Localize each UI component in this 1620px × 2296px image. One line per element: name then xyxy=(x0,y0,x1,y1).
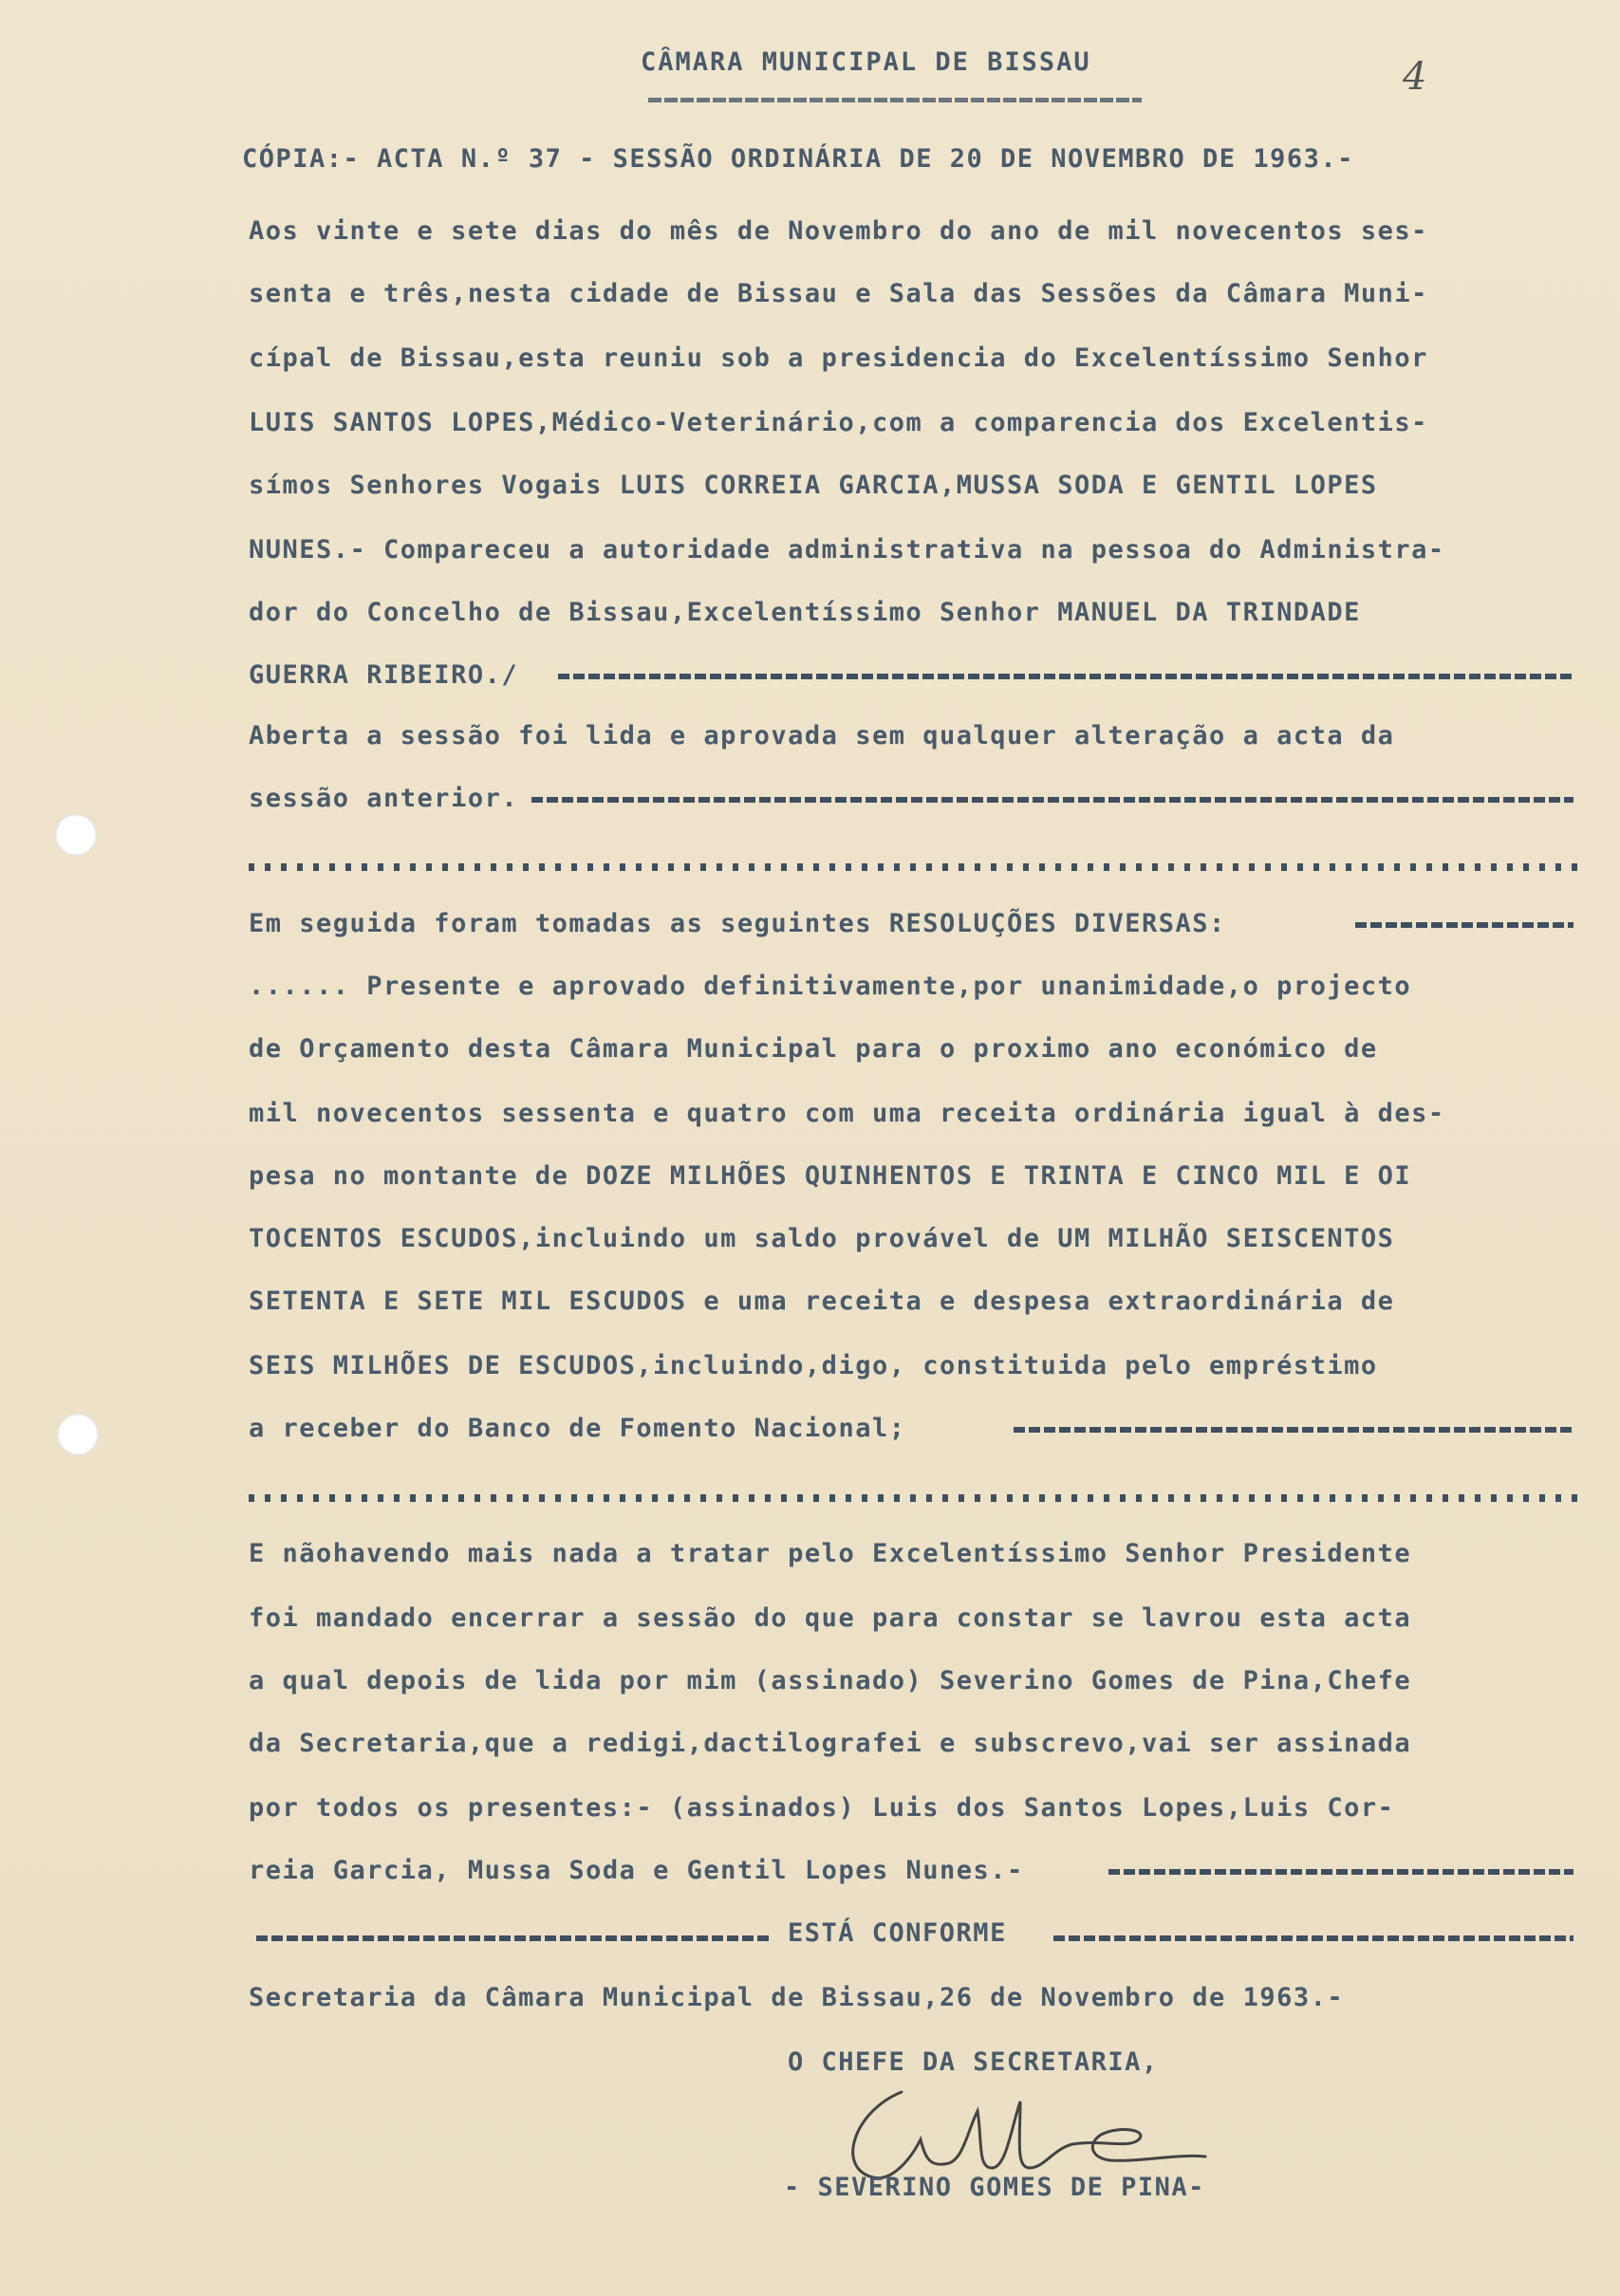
text-line: Aberta a sessão foi lida e aprovada sem qualquer alteração a acta da xyxy=(249,721,1395,750)
text-line: GUERRA RIBEIRO./ xyxy=(249,660,519,690)
text-line: NUNES.- Compareceu a autoridade administrativa na pessoa do Administra- xyxy=(249,535,1445,565)
text-line: mil novecentos sessenta e quatro com uma receita ordinária igual à des- xyxy=(249,1099,1445,1128)
text-line: Secretaria da Câmara Municipal de Bissau,26 de Novembro de 1963.- xyxy=(249,1983,1345,2012)
text-line: cípal de Bissau,esta reuniu sob a presidencia do Excelentíssimo Senhor xyxy=(249,343,1428,373)
text-line: LUIS SANTOS LOPES,Médico-Veterinário,com a comparencia dos Excelentis- xyxy=(249,408,1428,437)
document-header: CÂMARA MUNICIPAL DE BISSAU xyxy=(641,47,1091,77)
text-line: a receber do Banco de Fomento Nacional; xyxy=(249,1414,906,1443)
text-line: por todos os presentes:- (assinados) Luis dos Santos Lopes,Luis Cor- xyxy=(249,1793,1395,1823)
text-line: sessão anterior. xyxy=(249,784,519,813)
text-line: E nãohavendo mais nada a tratar pelo Excelentíssimo Senhor Presidente xyxy=(249,1539,1412,1568)
dash-filler xyxy=(558,674,1573,679)
dotted-separator xyxy=(249,863,1577,871)
text-line: ...... Presente e aprovado definitivamente,por unanimidade,o projecto xyxy=(249,972,1412,1001)
page-number: 4 xyxy=(1403,55,1427,99)
text-line: da Secretaria,que a redigi,dactilografei e subscrevo,vai ser assinada xyxy=(249,1729,1412,1758)
dotted-separator xyxy=(249,1494,1577,1502)
dash-filler xyxy=(531,797,1573,803)
dash-filler xyxy=(1355,922,1573,928)
punch-hole-bottom xyxy=(57,1414,99,1455)
signatory-name: - SEVERINO GOMES DE PINA- xyxy=(784,2173,1205,2202)
text-line: TOCENTOS ESCUDOS,incluindo um saldo provável de UM MILHÃO SEISCENTOS xyxy=(249,1224,1395,1253)
dash-filler xyxy=(256,1935,769,1941)
text-line: SETENTA E SETE MIL ESCUDOS e uma receita e despesa extraordinária de xyxy=(249,1287,1395,1316)
text-line: Aos vinte e sete dias do mês de Novembro do ano de mil novecentos ses- xyxy=(249,216,1428,246)
text-line: a qual depois de lida por mim (assinado) Severino Gomes de Pina,Chefe xyxy=(249,1666,1412,1695)
text-line: de Orçamento desta Câmara Municipal para o proximo ano económico de xyxy=(249,1034,1378,1064)
text-line: símos Senhores Vogais LUIS CORREIA GARCIA,MUSSA SODA E GENTIL LOPES xyxy=(249,471,1378,500)
text-line: SEIS MILHÕES DE ESCUDOS,incluindo,digo, constituida pelo empréstimo xyxy=(249,1351,1378,1380)
document-title: CÓPIA:- ACTA N.º 37 - SESSÃO ORDINÁRIA DE 20 DE NOVEMBRO DE 1963.- xyxy=(242,144,1354,174)
text-line: foi mandado encerrar a sessão do que para constar se lavrou esta acta xyxy=(249,1603,1412,1633)
dash-filler xyxy=(1108,1869,1573,1875)
text-line: senta e três,nesta cidade de Bissau e Sala das Sessões da Câmara Muni- xyxy=(249,279,1428,308)
dash-filler xyxy=(1053,1935,1573,1941)
text-line: dor do Concelho de Bissau,Excelentíssimo Senhor MANUEL DA TRINDADE xyxy=(249,598,1361,627)
conformity-stamp-text: ESTÁ CONFORME xyxy=(788,1918,1007,1948)
dash-filler xyxy=(1014,1427,1573,1433)
text-line: pesa no montante de DOZE MILHÕES QUINHENTOS E TRINTA E CINCO MIL E OI xyxy=(249,1161,1412,1191)
punch-hole-top xyxy=(55,814,97,856)
header-underline xyxy=(648,98,1142,102)
signatory-role: O CHEFE DA SECRETARIA, xyxy=(788,2047,1159,2077)
text-line: reia Garcia, Mussa Soda e Gentil Lopes Nunes.- xyxy=(249,1856,1024,1885)
text-line: Em seguida foram tomadas as seguintes RESOLUÇÕES DIVERSAS: xyxy=(249,909,1226,938)
